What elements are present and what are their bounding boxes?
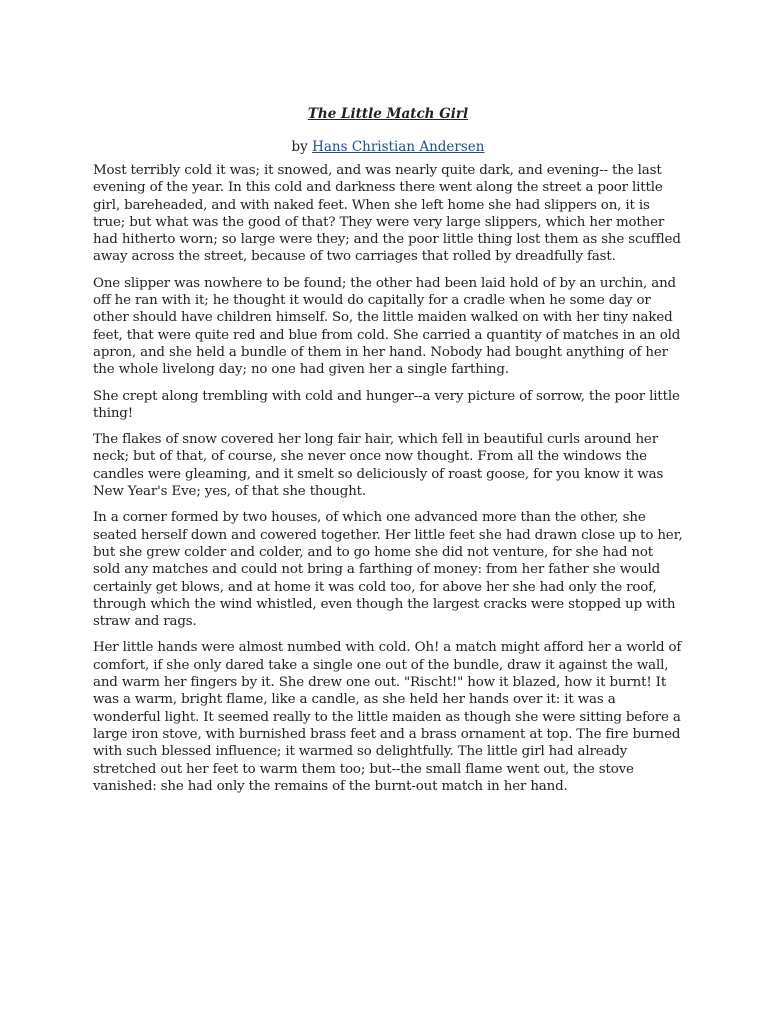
paragraph-6: Her little hands were almost numbed with cold. Oh! a match might afford her a world of comfort, if she only dared take a single one out of the bundle, draw it against the wall, and warm her fingers by it. She drew one out. "Rischt!" how it blazed, how it burnt! It was a warm, bright flame, like a candle, as she held her hands over it: it was a wonderful light. It seemed really to the little maiden as though she were sitting before a large iron stove, with burnished brass feet and a brass ornament at top. The fire burned with such blessed influence; it warmed so delightfully. The little girl had already stretched out her feet to warm them too; but--the small flame went out, the stove vanished: she had only the remains of the burnt-out match in her hand. [93, 640, 682, 794]
paragraph-3: She crept along trembling with cold and hunger--a very picture of sorrow, the poor little thing! [93, 388, 680, 421]
author-link[interactable]: Hans Christian Andersen [312, 139, 485, 155]
document-page [93, 104, 683, 804]
paragraph-4: The flakes of snow covered her long fair hair, which fell in beautiful curls around her neck; but of that, of course, she never once now thought. From all the windows the candles were gleaming, and it smelt so deliciously of roast goose, for you know it was New Year's Eve; yes, of that she thought. [93, 432, 664, 500]
paragraph-5: In a corner formed by two houses, of which one advanced more than the other, she seated herself down and cowered together. Her little feet she had drawn close up to her, but she grew colder and colder, and to go home she did not venture, for she had not sold any matches and could not bring a farthing of money: from her father she would certainly get blows, and at home it was cold too, for above her she had only the roof, through which the wind whistled, even though the largest cracks were stopped up with straw and rags. [93, 510, 683, 630]
byline-prefix: by [291, 139, 313, 155]
paragraph-2: One slipper was nowhere to be found; the other had been laid hold of by an urchin, and off he ran with it; he thought it would do capitally for a cradle when he some day or other should have children himself. So, the little maiden walked on with her tiny naked feet, that were quite red and blue from cold. She carried a quantity of matches in an old apron, and she held a bundle of them in her hand. Nobody had bought anything of her the whole livelong day; no one had given her a single farthing. [93, 275, 681, 378]
paragraph-1: Most terribly cold it was; it snowed, and was nearly quite dark, and evening-- the last evening of the year. In this cold and darkness there went along the street a poor little girl, bareheaded, and with naked feet. When she left home she had slippers on, it is true; but what was the good of that? They were very large slippers, which her mother had hitherto worn; so large were they; and the poor little thing lost them as she scuffled away across the street, because of two carriages that rolled by dreadfully fast. [93, 163, 681, 265]
document-title: The Little Match Girl [307, 106, 469, 122]
byline [93, 138, 683, 156]
